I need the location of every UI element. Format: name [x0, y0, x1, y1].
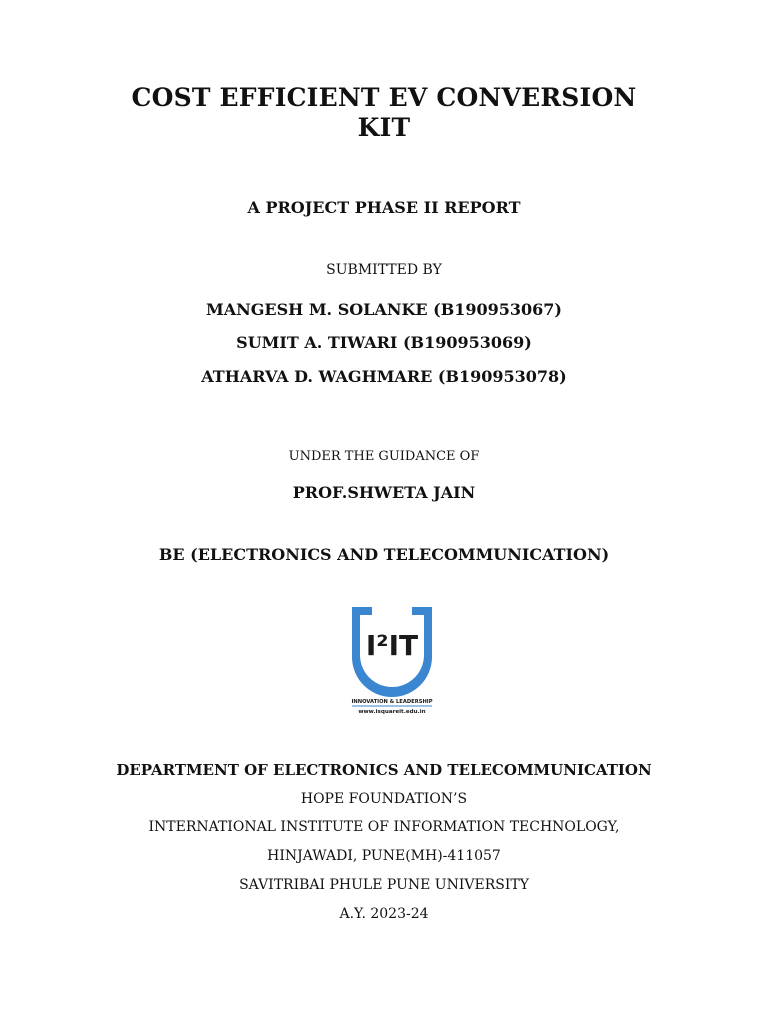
university-name: SAVITRIBAI PHULE PUNE UNIVERSITY	[239, 877, 529, 893]
author-1: MANGESH M. SOLANKE (B190953067)	[205, 300, 562, 319]
author-3: ATHARVA D. WAGHMARE (B190953078)	[201, 367, 567, 386]
institute-location: HINJAWADI, PUNE(MH)-411057	[267, 848, 501, 864]
institute-name: INTERNATIONAL INSTITUTE OF INFORMATION TECHNOLOGY,	[148, 819, 620, 835]
report-type: A PROJECT PHASE II REPORT	[247, 198, 521, 217]
title-line-1: COST EFFICIENT EV CONVERSION	[131, 83, 637, 112]
guide-name: PROF.SHWETA JAIN	[292, 483, 476, 502]
department-name: DEPARTMENT OF ELECTRONICS AND TELECOMMUNICATION	[116, 761, 652, 779]
title-line-2: KIT	[357, 113, 411, 142]
foundation-name: HOPE FOUNDATION’S	[300, 791, 468, 807]
logo-url: www.isquareit.edu.in	[358, 709, 426, 715]
guidance-label: UNDER THE GUIDANCE OF	[288, 449, 480, 464]
logo-tagline: INNOVATION & LEADERSHIP	[351, 699, 433, 705]
logo-mark-text: I²IT	[365, 629, 419, 662]
academic-year: A.Y. 2023-24	[339, 906, 429, 922]
i2it-logo	[346, 603, 438, 717]
submitted-by-label: SUBMITTED BY	[326, 262, 442, 278]
degree: BE (ELECTRONICS AND TELECOMMUNICATION)	[158, 545, 610, 564]
author-2: SUMIT A. TIWARI (B190953069)	[236, 333, 532, 352]
